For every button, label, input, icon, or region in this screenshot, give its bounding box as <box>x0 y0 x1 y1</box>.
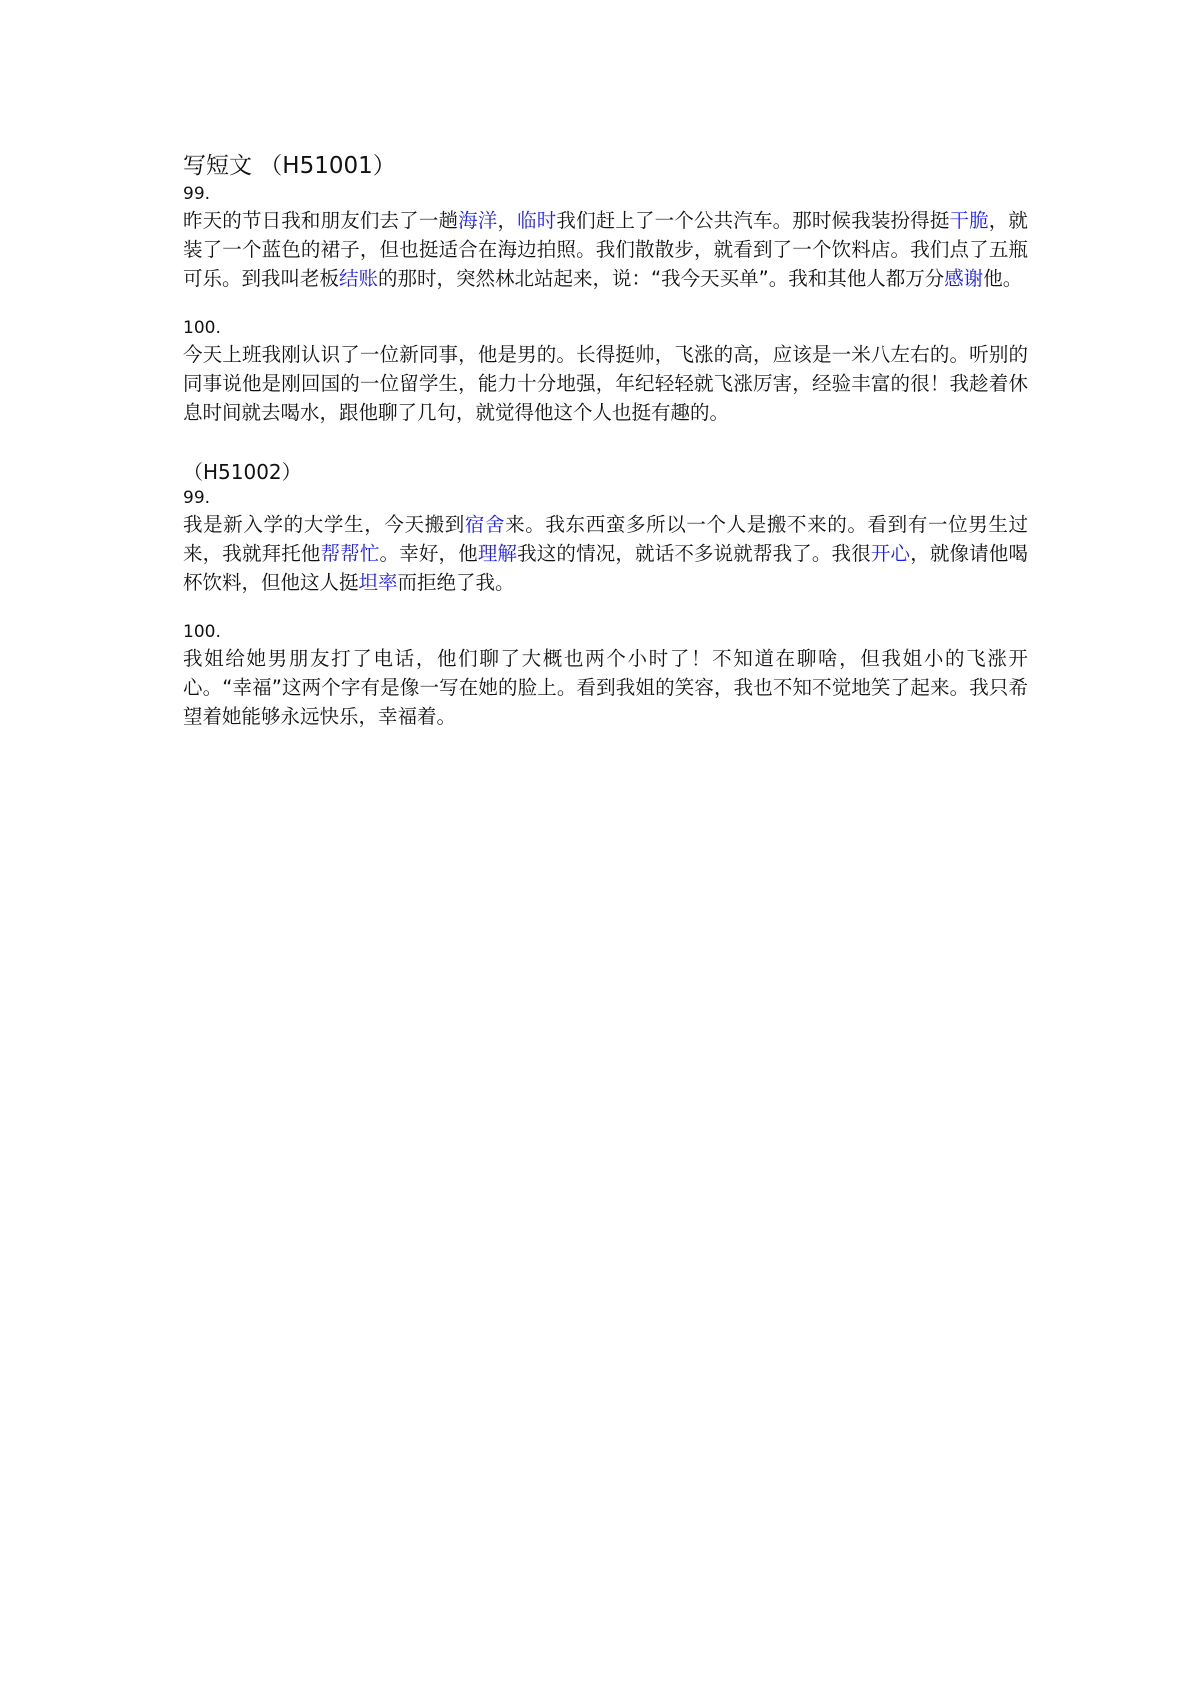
highlighted-vocabulary: 开心 <box>870 542 911 565</box>
paragraph-text: 来。我东西蛮多所以一个人是搬不来的。看到有一位男生过来，我就拜托他 <box>183 513 1028 565</box>
highlighted-vocabulary: 海洋 <box>458 209 498 232</box>
item-spacer <box>183 597 1028 620</box>
highlighted-vocabulary: 感谢 <box>944 267 984 290</box>
paragraph-text: ，就装了一个蓝色的裙子，但也挺适合在海边拍照。我们散散步，就看到了一个饮料店。我们点了五瓶可乐。到我叫老板 <box>183 209 1028 290</box>
question-number: 100. <box>183 622 221 642</box>
item-spacer <box>183 293 1028 316</box>
highlighted-vocabulary: 坦率 <box>358 571 398 594</box>
paragraph-text: 。幸好，他 <box>379 542 478 565</box>
highlighted-vocabulary: 结账 <box>339 267 379 290</box>
highlighted-vocabulary: 干脆 <box>949 209 989 232</box>
section-spacer <box>183 427 1028 458</box>
paragraph-text: 的那时，突然林北站起来，说：“我今天买单”。我和其他人都万分 <box>378 267 945 290</box>
paragraph-text: ，就像请他喝杯饮料，但他这人挺 <box>183 542 1028 594</box>
section-title: （H51002） <box>183 460 302 484</box>
document-sections <box>183 182 1028 731</box>
essay-paragraph <box>183 206 1028 293</box>
paragraph-text: 我姐给她男朋友打了电话，他们聊了大概也两个小时了！不知道在聊啥，但我姐小的飞涨开心。“幸福”这两个字有是像一写在她的脸上。看到我姐的笑容，我也不知不觉地笑了起来。我只希望着她能够永远快乐，幸福着。 <box>183 647 1028 728</box>
highlighted-vocabulary: 宿舍 <box>464 513 506 536</box>
paragraph-text: ， <box>497 209 518 232</box>
paragraph-text: 我这的情况，就话不多说就帮我了。我很 <box>517 542 871 565</box>
essay-section <box>183 182 1028 427</box>
essay-paragraph <box>183 510 1028 597</box>
document-content <box>183 150 1028 731</box>
highlighted-vocabulary: 帮帮忙 <box>320 542 380 565</box>
highlighted-vocabulary: 临时 <box>517 209 557 232</box>
highlighted-vocabulary: 理解 <box>477 542 518 565</box>
paragraph-text: 我们赶上了一个公共汽车。那时候我装扮得挺 <box>556 209 950 232</box>
essay-section <box>183 427 1028 731</box>
paragraph-text: 他。 <box>983 267 1023 290</box>
document-title: 写短文 （H51001） <box>183 153 396 179</box>
question-number: 99. <box>183 488 211 508</box>
essay-paragraph <box>183 644 1028 731</box>
essay-paragraph <box>183 340 1028 427</box>
paragraph-text: 昨天的节日我和朋友们去了一趟 <box>183 209 459 232</box>
question-number: 99. <box>183 184 211 204</box>
paragraph-text: 而拒绝了我。 <box>397 571 515 594</box>
paragraph-text: 今天上班我刚认识了一位新同事，他是男的。长得挺帅，飞涨的高，应该是一米八左右的。听别的同事说他是刚回国的一位留学生，能力十分地强，年纪轻轻就飞涨厉害，经验丰富的很！我趁着休息时间就去喝水，跟他聊了几句，就觉得他这个人也挺有趣的。 <box>183 343 1028 424</box>
question-number: 100. <box>183 318 221 338</box>
paragraph-text: 我是新入学的大学生，今天搬到 <box>183 513 465 536</box>
